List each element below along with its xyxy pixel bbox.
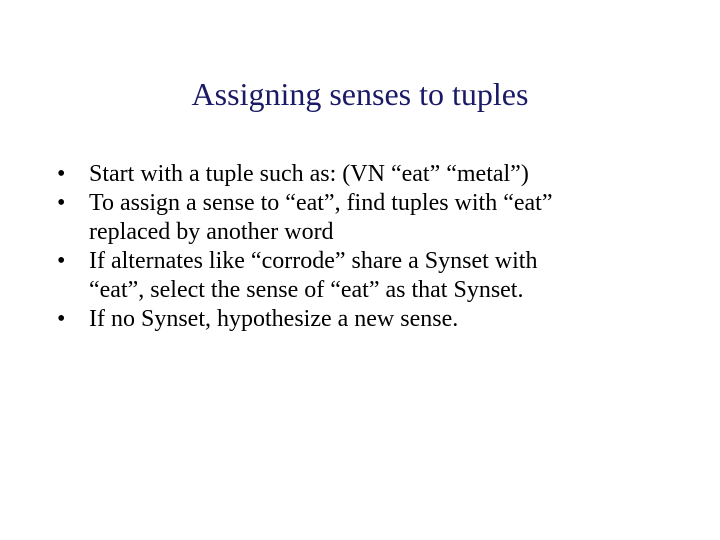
bullet-text-line: replaced by another word xyxy=(89,219,334,245)
bullet-text-line: Start with a tuple such as: (VN “eat” “metal”) xyxy=(89,161,529,187)
bullet-dot-icon: • xyxy=(57,161,66,187)
bullet-list xyxy=(57,160,677,334)
bullet-item xyxy=(57,247,677,305)
bullet-item xyxy=(57,160,677,189)
slide-title: Assigning senses to tuples xyxy=(191,76,529,112)
bullet-dot-icon: • xyxy=(57,306,66,332)
bullet-item xyxy=(57,305,677,334)
bullet-item xyxy=(57,189,677,247)
bullet-text-line: If alternates like “corrode” share a Synset with xyxy=(89,248,538,274)
bullet-text-line: “eat”, select the sense of “eat” as that Synset. xyxy=(89,277,524,303)
bullet-dot-icon: • xyxy=(57,190,66,216)
bullet-dot-icon: • xyxy=(57,248,66,274)
bullet-text-line: If no Synset, hypothesize a new sense. xyxy=(89,306,459,332)
bullet-text-line: To assign a sense to “eat”, find tuples with “eat” xyxy=(89,190,553,216)
